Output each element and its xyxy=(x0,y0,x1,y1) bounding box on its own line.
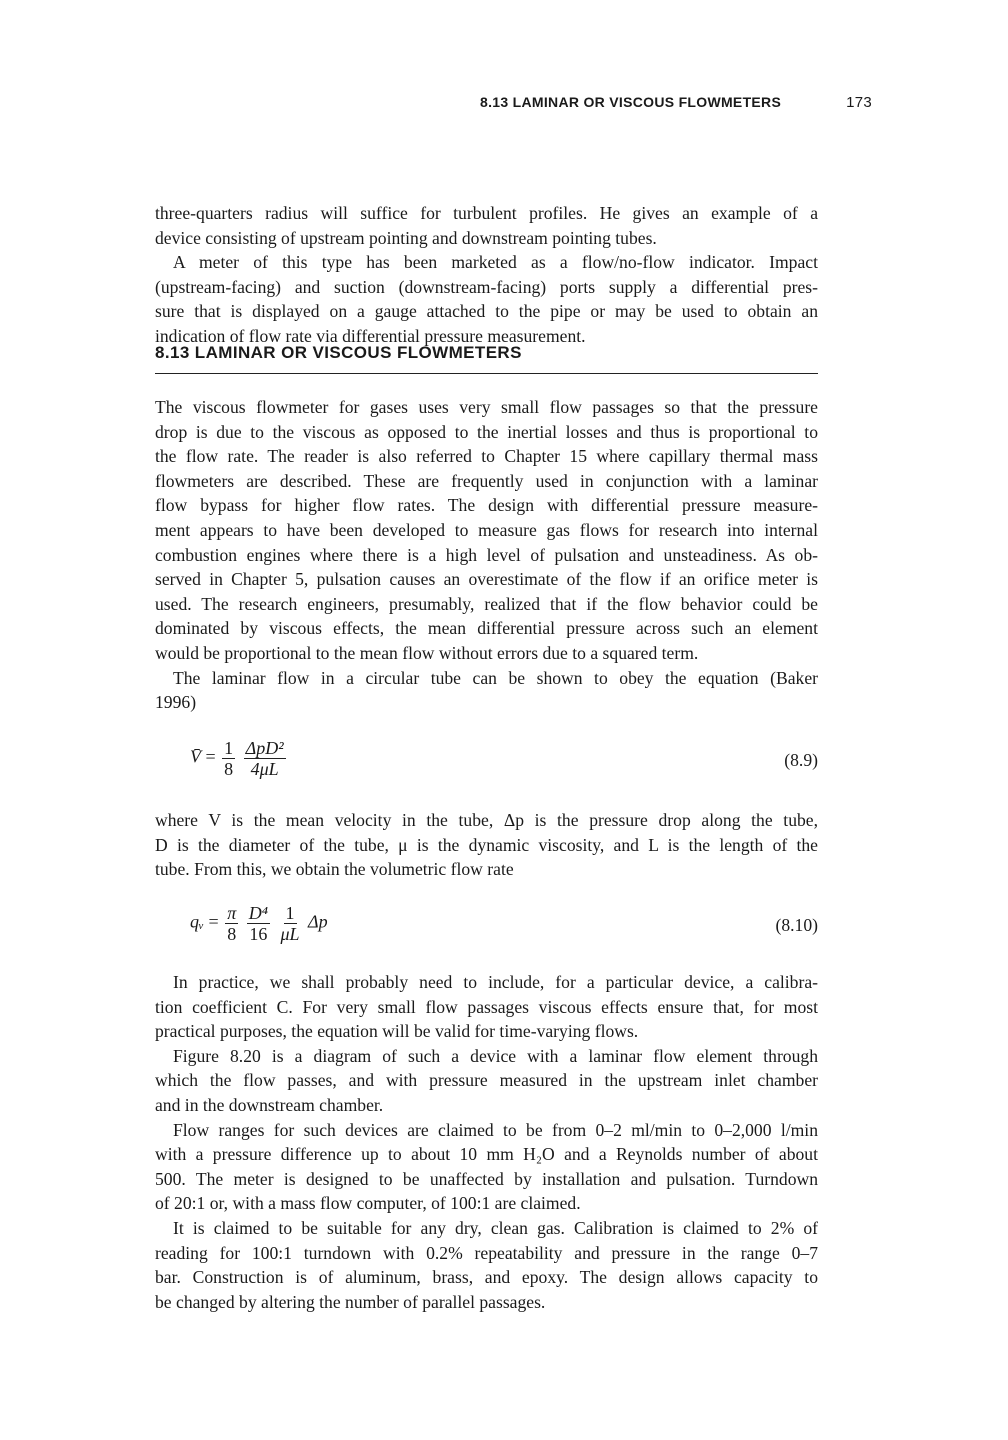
text-line: which the flow passes, and with pressure measured in the upstream inlet chamber xyxy=(155,1070,818,1091)
text-line: The laminar flow in a circular tube can be shown to obey the equation (Baker xyxy=(173,667,818,688)
running-header xyxy=(480,94,872,110)
text-line: served in Chapter 5, pulsation causes an overestimate of the flow if an orifice meter is xyxy=(155,569,818,590)
text-line: 1996) xyxy=(155,692,197,713)
text-line: would be proportional to the mean flow without errors due to a squared term. xyxy=(155,642,699,663)
final-text xyxy=(155,970,818,1314)
text-line: A meter of this type has been marketed as a flow/no-flow indicator. Impact xyxy=(173,252,818,273)
denominator: 4μL xyxy=(250,759,279,779)
section-heading: 8.13 LAMINAR OR VISCOUS FLOWMETERS xyxy=(155,343,522,362)
paragraph xyxy=(155,808,818,882)
numerator: 1 xyxy=(285,903,295,923)
text-line: where V is the mean velocity in the tube, Δp is the pressure drop along the tube, xyxy=(155,810,818,830)
numerator: 1 xyxy=(224,738,234,758)
text-line: bar. Construction is of aluminum, brass, and epoxy. The design allows capacity to xyxy=(155,1267,818,1288)
denominator: 8 xyxy=(224,759,234,779)
text-line: tion coefficient C. For very small flow passages viscous effects ensure that, for most xyxy=(155,996,818,1017)
paragraph xyxy=(155,395,818,666)
middle-text xyxy=(155,808,818,882)
fraction xyxy=(247,903,270,944)
text-line: dominated by viscous effects, the mean differential pressure across such an element xyxy=(155,618,818,639)
numerator: ΔpD² xyxy=(245,738,284,758)
equation-8-10 xyxy=(190,903,328,944)
fraction xyxy=(222,738,235,779)
paragraph xyxy=(155,970,818,1044)
paragraph xyxy=(155,1216,818,1314)
denominator: 8 xyxy=(227,924,237,944)
eq-equals: = xyxy=(205,746,216,767)
paragraph xyxy=(155,666,818,715)
equation-8-9 xyxy=(190,738,288,779)
text-line: sure that is displayed on a gauge attached to the pipe or may be used to obtain an xyxy=(155,301,818,322)
text-line: flowmeters are described. These are frequently used in conjunction with a laminar xyxy=(155,470,818,491)
fraction xyxy=(244,738,286,779)
text-line: Figure 8.20 is a diagram of such a device with a laminar flow element through xyxy=(173,1045,818,1066)
fraction xyxy=(225,903,238,944)
intro-text xyxy=(155,201,818,349)
text-line: reading for 100:1 turndown with 0.2% repeatability and pressure in the range 0–7 xyxy=(155,1242,818,1263)
text-line: D is the diameter of the tube, μ is the dynamic viscosity, and L is the length of the xyxy=(155,834,818,855)
text-line: drop is due to the viscous as opposed to the inertial losses and thus is proportional to xyxy=(155,421,818,442)
text-line: three-quarters radius will suffice for turbulent profiles. He gives an example of a xyxy=(155,203,818,223)
text-line: It is claimed to be suitable for any dry, clean gas. Calibration is claimed to 2% of xyxy=(173,1217,818,1238)
equation-number: (8.10) xyxy=(775,915,818,935)
text-line: with a pressure difference up to about 10 mm H₂O and a Reynolds number of about xyxy=(155,1144,818,1165)
text-line: device consisting of upstream pointing and downstream pointing tubes. xyxy=(155,227,657,248)
text-line: 500. The meter is designed to be unaffected by installation and pulsation. Turndown xyxy=(155,1168,818,1189)
text-line: ment appears to have been developed to measure gas flows for research into internal xyxy=(155,519,818,540)
fraction xyxy=(279,903,302,944)
text-line: the flow rate. The reader is also referred to Chapter 15 where capillary thermal mass xyxy=(155,446,818,467)
paragraph xyxy=(155,1118,818,1216)
text-line: flow bypass for higher flow rates. The design with differential pressure measure- xyxy=(155,495,818,516)
text-line: practical purposes, the equation will be valid for time-varying flows. xyxy=(155,1021,639,1042)
running-title: 8.13 LAMINAR OR VISCOUS FLOWMETERS xyxy=(480,94,782,110)
denominator: 16 xyxy=(249,924,268,944)
text-line: combustion engines where there is a high level of pulsation and unsteadiness. As ob- xyxy=(155,544,818,565)
text-line: and in the downstream chamber. xyxy=(155,1094,384,1115)
text-line: be changed by altering the number of parallel passages. xyxy=(155,1291,546,1312)
eq-equals: = xyxy=(208,911,219,932)
text-line: (upstream-facing) and suction (downstream-facing) ports supply a differential pres- xyxy=(155,276,818,297)
numerator: D⁴ xyxy=(248,903,268,923)
eq-lhs: qᵥ xyxy=(190,911,205,932)
text-line: tube. From this, we obtain the volumetric flow rate xyxy=(155,859,514,880)
paragraph xyxy=(155,1044,818,1118)
text-line: used. The research engineers, presumably, realized that if the flow behavior could be xyxy=(155,593,818,614)
eq-tail: Δp xyxy=(308,911,328,932)
denominator: μL xyxy=(280,924,300,944)
text-line: indication of flow rate via differential pressure measurement. xyxy=(155,325,586,346)
section-text xyxy=(155,395,818,715)
text-line: of 20:1 or, with a mass flow computer, of 100:1 are claimed. xyxy=(155,1193,581,1214)
text-line: The viscous flowmeter for gases uses very small flow passages so that the pressure xyxy=(155,397,818,417)
paragraph xyxy=(155,201,818,250)
eq-lhs: V̄ xyxy=(190,746,201,767)
paragraph xyxy=(155,250,818,348)
numerator: π xyxy=(227,903,237,923)
heading-rule xyxy=(155,373,818,374)
text-line: Flow ranges for such devices are claimed to be from 0–2 ml/min to 0–2,000 l/min xyxy=(173,1119,818,1140)
text-line: In practice, we shall probably need to include, for a particular device, a calibra- xyxy=(173,972,818,992)
equation-number: (8.9) xyxy=(784,750,818,770)
page-number: 173 xyxy=(846,94,872,111)
